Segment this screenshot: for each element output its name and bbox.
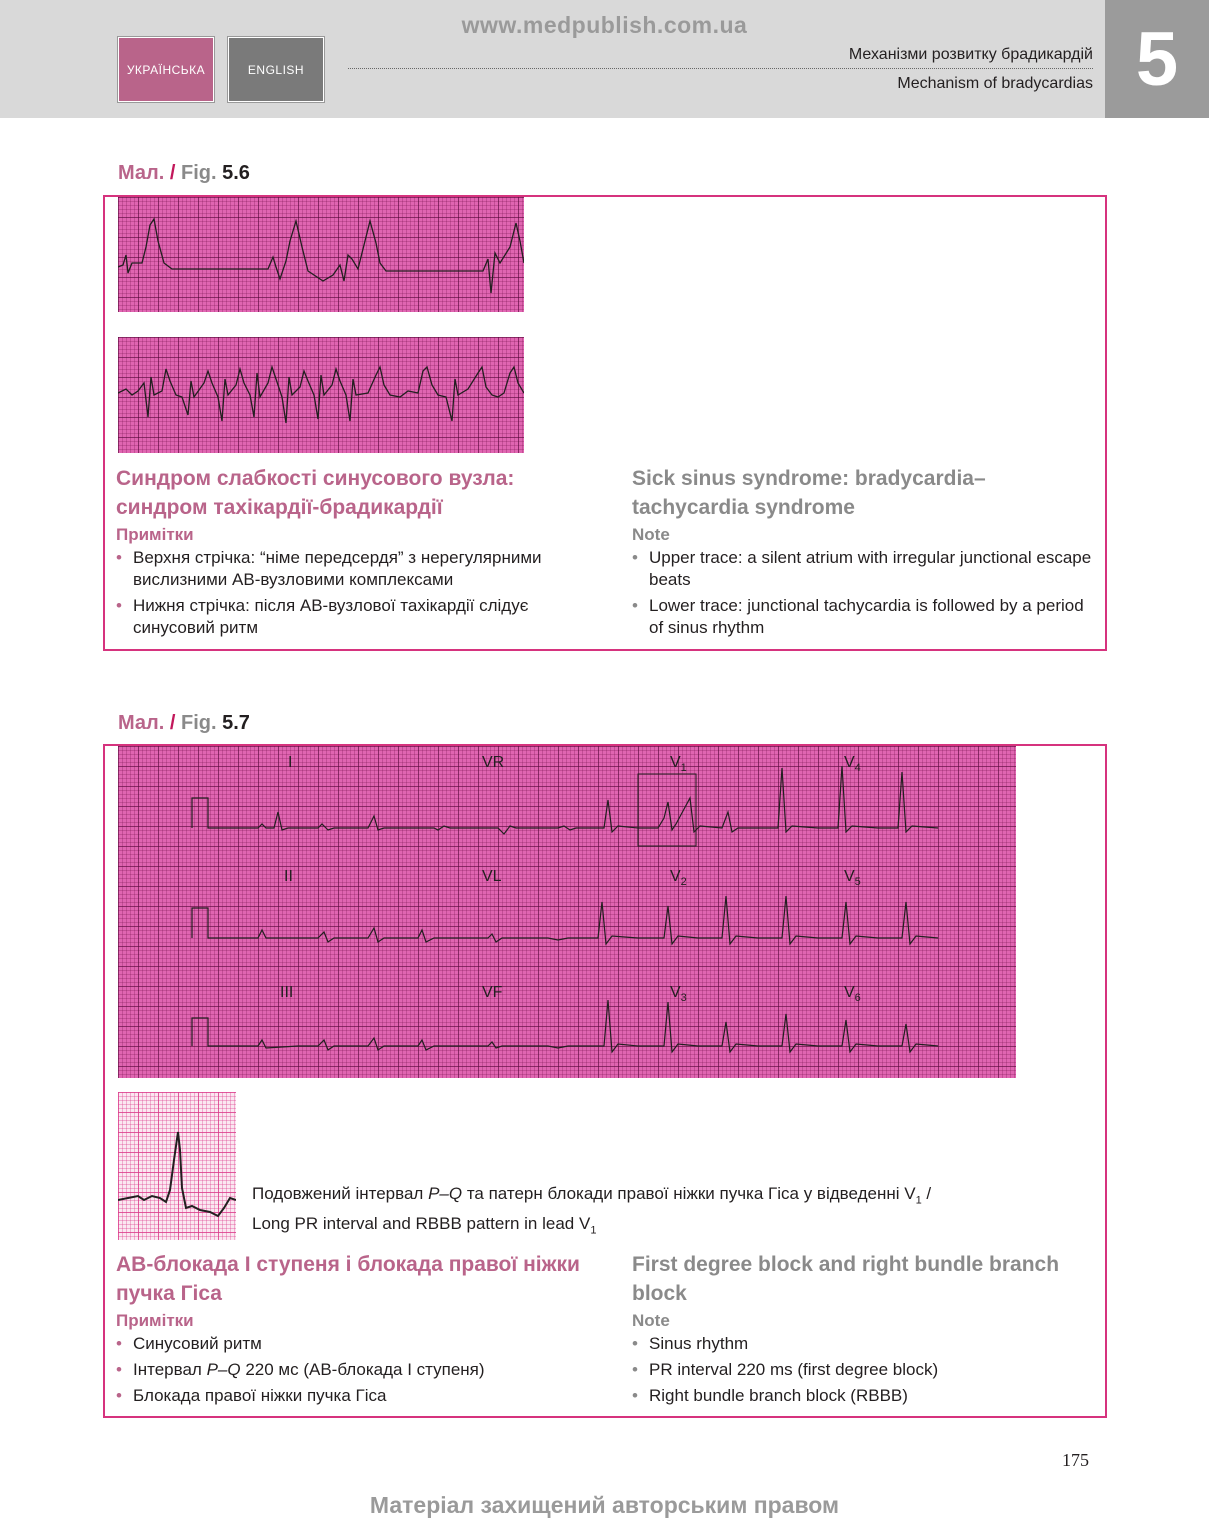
list-item: • Синусовий ритм [116, 1333, 581, 1355]
fig57-title-en: First degree block and right bundle branch block [632, 1253, 1060, 1305]
lead-label-VL: VL [482, 868, 502, 885]
fig57-note-heading-en: Note [632, 1311, 670, 1330]
chapter-number: 5 [1105, 0, 1209, 118]
ecg-strip-upper [118, 197, 524, 312]
list-item: • Блокада правої ніжки пучка Гіса [116, 1385, 581, 1407]
list-item: • Нижня стрічка: після АВ-вузлової тахікардії слідує синусовий ритм [116, 595, 581, 639]
zoom-caption-uk: Подовжений інтервал P–Q та патерн блокади правої ніжки пучка Гіса у відведенні $V_1$ / [252, 1184, 932, 1207]
fig56-text-uk [116, 464, 581, 643]
lead-label-III: III [280, 984, 294, 1001]
figure-label-5-7: Мал. / Fig. 5.7 [118, 712, 250, 734]
fig57-title-uk: АВ-блокада I ступеня і блокада правої ніжки пучка Гіса [116, 1253, 580, 1305]
fig56-title-en: Sick sinus syndrome: bradycardia–tachycardia syndrome [632, 467, 986, 519]
fig57-text-en [632, 1250, 1097, 1411]
ecg-trace-lower [118, 337, 524, 453]
lead-label-VF: VF [482, 984, 503, 1001]
fig57-notes-en [632, 1333, 1097, 1407]
figure-label-5-6: Мал. / Fig. 5.6 [118, 162, 250, 184]
fig57-text-uk [116, 1250, 581, 1411]
site-url: www.medpublish.com.ua [461, 12, 748, 38]
fig56-text-en [632, 464, 1097, 643]
lead-label-V2: $V_2$ [670, 868, 687, 889]
fig56-notes-en [632, 547, 1097, 639]
lead-label-V4: $V_4$ [844, 754, 861, 775]
lead-label-V5: $V_5$ [844, 868, 861, 889]
lead-label-V6: $V_6$ [844, 984, 861, 1005]
ecg-zoom-v1 [118, 1092, 236, 1240]
fig56-notes-uk [116, 547, 581, 639]
ecg-trace-upper [118, 197, 524, 312]
list-item: • Верхня стрічка: “німе передсердя” з нерегулярними вислизними АВ-вузловими комплексами [116, 547, 581, 591]
list-item: • Lower trace: junctional tachycardia is followed by a period of sinus rhythm [632, 595, 1097, 639]
lead-label-I: I [288, 754, 293, 771]
chapter-title-en: Mechanism of bradycardias [897, 75, 1093, 92]
fig57-zoom-caption [252, 1182, 931, 1243]
page-header [0, 0, 1209, 118]
list-item: • Right bundle branch block (RBBB) [632, 1385, 1097, 1407]
lead-label-V1: $V_1$ [670, 754, 687, 775]
list-item: • Upper trace: a silent atrium with irregular junctional escape beats [632, 547, 1097, 591]
fig56-note-heading-en: Note [632, 525, 670, 544]
list-item: • Sinus rhythm [632, 1333, 1097, 1355]
header-divider [348, 68, 1093, 69]
fig56-title-uk: Синдром слабкості синусового вузла: синдром тахікардії-брадикардії [116, 467, 515, 519]
language-english-tab[interactable]: ENGLISH [228, 37, 324, 102]
ecg-strip-lower [118, 337, 524, 453]
list-item: • Інтервал P–Q 220 мс (АВ-блокада I ступеня) [116, 1359, 581, 1381]
lead-label-V3: $V_3$ [670, 984, 687, 1005]
ecg-zoom-trace [118, 1092, 236, 1240]
page-number: 175 [1062, 1450, 1089, 1470]
ecg-12-lead [118, 746, 1016, 1078]
fig57-note-heading-uk: Примітки [116, 1311, 194, 1330]
fig56-note-heading-uk: Примітки [116, 525, 194, 544]
language-ukrainian-tab[interactable]: УКРАЇНСЬКА [118, 37, 214, 102]
chapter-title-uk: Механізми розвитку брадикардій [848, 46, 1093, 63]
list-item: • PR interval 220 ms (first degree block) [632, 1359, 1097, 1381]
lead-label-II: II [284, 868, 293, 885]
copyright-notice: Матеріал захищений авторським правом [369, 1492, 840, 1518]
zoom-caption-en: Long PR interval and RBBB pattern in lead $V_1$ [252, 1214, 597, 1237]
ecg-12-lead-traces [118, 746, 1016, 1078]
fig57-notes-uk [116, 1333, 581, 1407]
lead-label-VR: VR [482, 754, 505, 771]
